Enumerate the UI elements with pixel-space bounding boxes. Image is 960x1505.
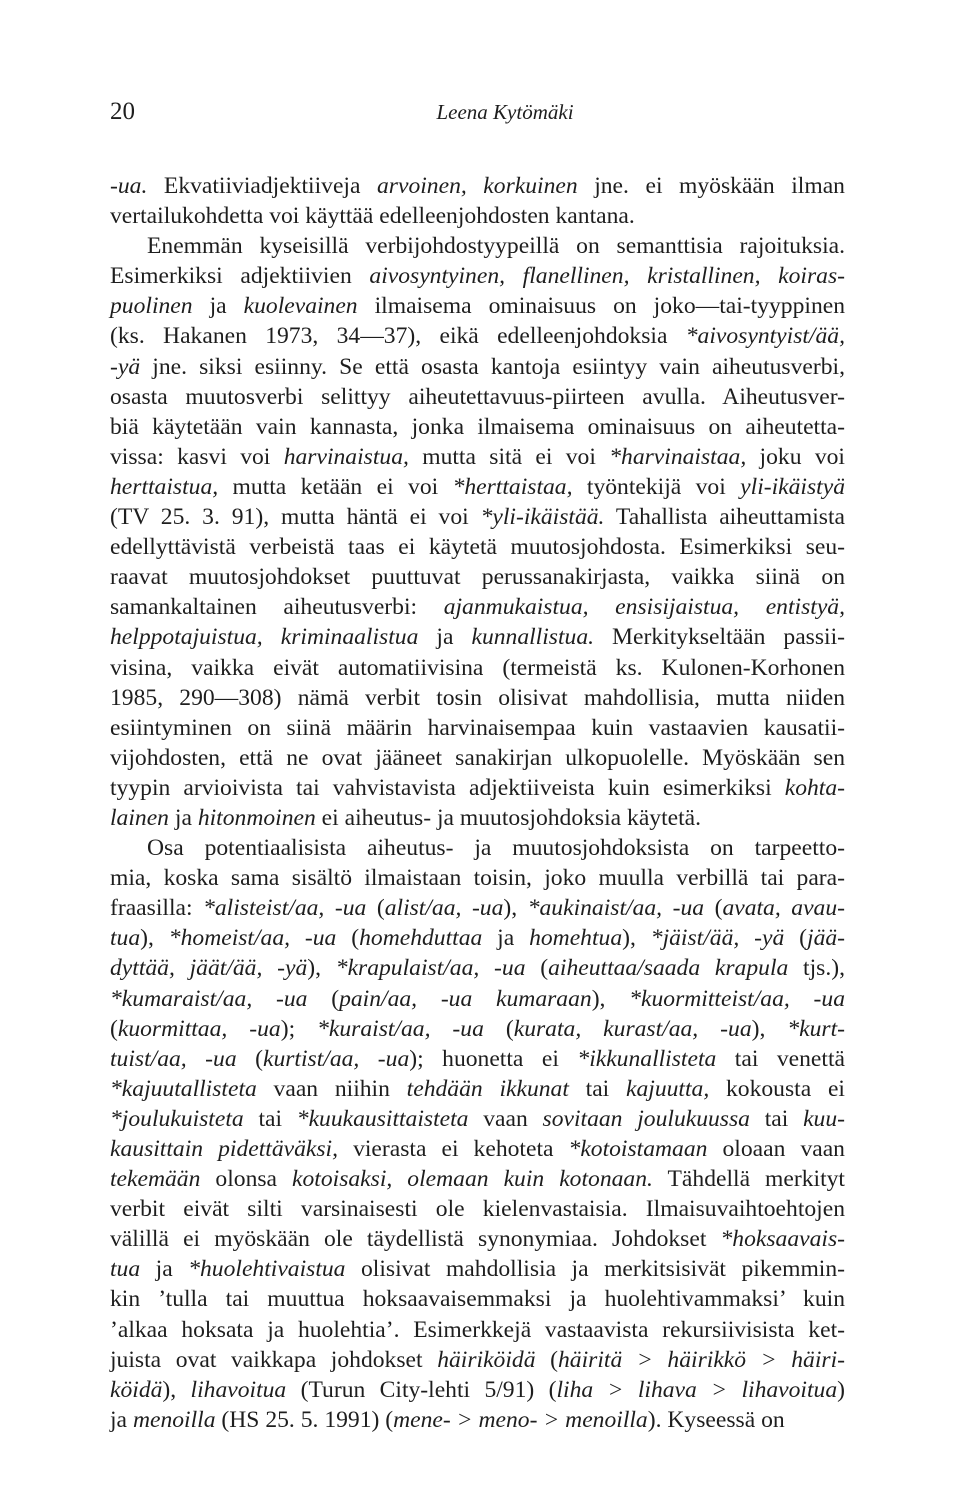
italic-segment: lihavoitua [190,1376,287,1403]
text-segment: kin ’tulla tai muuttua hoksaavaisemmaksi ja huolehtivammaksi’ kuin [110,1286,845,1313]
text-segment: ’alkaa hoksata ja huolehtia’. Esimerkkejä vastaavista rekursiivisista ket- [110,1316,845,1343]
italic-segment: kunnallistua. [471,624,595,651]
text-segment: ), [751,1015,788,1042]
italic-segment: homehtua [529,925,623,952]
italic-segment: avata, avau- [722,895,846,922]
italic-segment: dyttää, jäät/ää, -yä [110,955,308,982]
text-line [110,231,845,261]
italic-segment: kurtist/aa, -ua [262,1045,410,1072]
text-line [110,412,845,442]
text-segment: ), [591,985,630,1012]
italic-segment: *krapulaist/aa, -ua [335,955,526,982]
italic-segment: tua [110,925,141,952]
italic-segment: tua [110,1256,141,1283]
italic-segment: harvinaistua, [283,443,409,470]
text-segment: mutta sitä ei voi [408,443,610,470]
text-segment: verbit eivät silti varsinaisesti ole kielenvastaisia. Ilmaisuvaihtoehtojen [110,1196,845,1223]
page-number: 20 [110,98,135,125]
text-line [110,532,845,562]
text-segment: ( [336,925,360,952]
text-segment: Enemmän kyseisillä verbijohdostyypeillä on semanttisia rajoituksia. [147,233,845,260]
italic-segment: *herttaistaa, [452,473,573,500]
running-head-author: Leena Kytömäki [436,100,574,124]
italic-segment: *aukinaist/aa, -ua [527,895,705,922]
italic-segment: *ikkunallisteta [577,1045,717,1072]
text-segment: ja [418,624,472,651]
text-segment: ) [837,1376,845,1403]
italic-segment: kurata, kurast/aa, -ua [513,1015,752,1042]
text-segment: tai [749,1105,804,1132]
italic-segment: sovitaan joulukuussa [542,1105,750,1132]
text-segment: ja [482,925,530,952]
text-segment: ja [110,1406,133,1433]
italic-segment: liha > lihava > lihavoitua [556,1376,838,1403]
text-line [110,984,845,1014]
text-segment: osasta muutosverbi selittyy aiheutettavuus-piirteen avulla. Aiheutusver- [110,383,845,410]
text-segment: edellyttävistä verbeistä taas ei käytetä muutosjohdosta. Esimerkiksi seu- [110,534,845,561]
italic-segment: arvoinen, korkuinen [377,173,578,199]
text-segment: Osa potentiaalisista aiheutus- ja muutosjohdoksista on tarpeetto- [147,835,845,862]
text-segment: vaan [468,1105,543,1132]
italic-segment: kausittain pidettäväksi, [110,1136,339,1162]
italic-segment: ajanmukaistua, ensisijaistua, entistyä, [443,594,845,621]
text-line [110,592,845,622]
italic-segment: homehduttaa [359,925,483,952]
text-line [110,1104,845,1134]
italic-segment: *hoksaavais- [720,1226,845,1253]
text-segment: ( [110,1015,118,1042]
text-segment: ( [704,895,723,922]
text-line [110,201,845,231]
text-segment: biä käytetään vain kannasta, jonka ilmaisema ominaisuus on aiheutetta- [110,413,845,440]
italic-segment: -yä [110,353,141,380]
text-line [110,442,845,472]
italic-segment: -ua. [110,173,148,199]
text-segment: visina, vaikka eivät automatiivisina (termeistä ks. Kulonen-Korhonen [110,654,845,681]
text-segment: kokousta ei [709,1075,845,1102]
text-line [110,1405,845,1435]
italic-segment: kuormittaa, -ua [117,1015,281,1042]
italic-segment: menoilla [132,1406,216,1433]
text-segment: ( [483,1015,514,1042]
text-line [110,382,845,412]
text-segment: tai [243,1105,297,1132]
italic-segment: aivosyntyinen, flanellinen, kristallinen, koiras- [369,263,845,290]
italic-segment: kajuutta, [626,1075,710,1102]
italic-segment: *harvinaistaa, [609,443,747,470]
italic-segment: kotoisaksi, olemaan kuin kotonaan. [292,1166,653,1193]
text-line [110,1014,845,1044]
text-segment: Esimerkiksi adjektiivien [110,263,370,290]
body-text [110,171,845,1435]
italic-segment: hitonmoinen [197,804,316,831]
italic-segment: *kuraist/aa, -ua [317,1015,484,1042]
italic-segment: mene- > meno- > menoilla [393,1406,648,1433]
text-segment: ); [280,1015,318,1042]
text-line [110,562,845,592]
text-segment: ), [140,925,169,952]
text-segment: työntekijä voi [572,473,741,500]
italic-segment: kuolevainen [243,293,358,320]
text-line [110,291,845,321]
text-segment: tyypin arvioivista tai vahvistavista adjektiiveista kuin esimerkiksi [110,774,785,801]
text-segment: Tahallista aiheuttamista [604,504,845,531]
text-segment: tai venettä [716,1045,845,1072]
text-line [110,863,845,893]
italic-segment: *jäist/ää, -yä [650,925,785,952]
italic-segment: *aivosyntyist/ää, [685,323,845,350]
text-segment: olisivat mahdollisia ja merkitsisivät pikemmin- [345,1256,846,1283]
italic-segment: *kuukausittaisteta [296,1105,469,1132]
text-line [110,1164,845,1194]
text-segment: tai [568,1075,626,1102]
text-line [110,1345,845,1375]
italic-segment: tekemään [110,1166,201,1193]
text-segment: ja [192,293,244,320]
text-line [110,261,845,291]
text-segment: (TV 25. 3. 91), mutta häntä ei voi [110,504,481,531]
italic-segment: helppotajuistua, kriminaalistua [110,624,419,651]
text-segment: ei aiheutus- ja muutosjohdoksia käytetä. [315,804,702,831]
text-segment: raavat muutosjohdokset puuttuvat perussanakirjasta, vaikka siinä on [110,564,845,591]
text-segment: ilmaisema ominaisuus on joko—tai-tyyppinen [357,293,846,320]
text-line [110,893,845,923]
text-segment: esiintyminen on siinä määrin harvinaisempaa kuin vastaavien kausatii- [110,714,845,741]
italic-segment: lainen [110,804,169,831]
text-segment: ja [168,804,198,831]
italic-segment: *homeist/aa, -ua [168,925,337,952]
text-segment: vijohdosten, että ne ovat jääneet sanakirjan ulkopuolelle. Myöskään sen [110,744,845,771]
text-segment: vaan niihin [256,1075,407,1102]
italic-segment: köidä [110,1376,163,1403]
text-segment: ( [366,895,385,922]
text-line [110,502,845,532]
text-line [110,773,845,803]
italic-segment: tehdään ikkunat [406,1075,569,1102]
text-segment: ), [307,955,336,982]
text-line [110,803,845,833]
text-line [110,1315,845,1345]
text-line [110,1044,845,1074]
text-segment: (Turun City-lehti 5/91) ( [286,1376,557,1403]
text-segment: olonsa [200,1166,293,1193]
text-line [110,321,845,351]
text-line [110,1134,845,1164]
text-segment: oloaan vaan [707,1136,845,1162]
text-segment: Merkitykseltään passii- [594,624,845,651]
italic-segment: *huolehtivaistua [188,1256,346,1283]
italic-segment: *kurt- [787,1015,846,1042]
italic-segment: häiritä > häirikkö > häiri- [558,1346,845,1373]
text-line [110,1284,845,1314]
text-segment: mutta ketään ei voi [218,473,453,500]
italic-segment: jää- [807,925,846,952]
text-line [110,683,845,713]
text-line [110,833,845,863]
text-segment: juista ovat vaikkapa johdokset [110,1346,438,1373]
italic-segment: herttaistua, [110,473,219,500]
text-segment: Ekvatiiviadjektiiveja [147,173,377,199]
text-segment: fraasilla: [110,895,204,922]
text-line [110,743,845,773]
italic-segment: kohta- [784,774,845,801]
text-line [110,953,845,983]
text-segment: joku voi [746,443,845,470]
text-line [110,713,845,743]
text-line [110,1254,845,1284]
italic-segment: *kajuutallisteta [110,1075,257,1102]
italic-segment: *kuormitteist/aa, -ua [629,985,845,1012]
text-segment: ); huonetta ei [409,1045,578,1072]
text-segment: samankaltainen aiheutusverbi: [110,594,444,621]
text-line [110,1224,845,1254]
italic-segment: aiheuttaa/saada krapula [548,955,789,982]
text-segment: Tähdellä merkityt [652,1166,845,1193]
text-segment: vierasta ei kehoteta [338,1136,569,1162]
text-line [110,352,845,382]
text-segment: ), [503,895,528,922]
italic-segment: *joulukuisteta [110,1105,244,1132]
italic-segment: *alisteist/aa, -ua [203,895,367,922]
text-segment: ( [307,985,340,1012]
text-segment: ( [535,1346,558,1373]
text-segment: mia, koska sama sisältö ilmaistaan toisin, joko muulla verbillä tai para- [110,865,845,892]
italic-segment: puolinen [110,293,193,320]
text-segment: välillä ei myöskään ole täydellistä synonymiaa. Johdokset [110,1226,721,1253]
italic-segment: alist/aa, -ua [384,895,504,922]
text-segment: vissa: kasvi voi [110,443,284,470]
text-segment: ( [525,955,549,982]
italic-segment: häiriköidä [437,1346,536,1373]
text-segment: (HS 25. 5. 1991) ( [215,1406,394,1433]
italic-segment: yli-ikäistyä [740,473,845,500]
text-segment: ), [622,925,651,952]
italic-segment: *kotoistamaan [568,1136,708,1162]
text-line [110,923,845,953]
text-line [110,1074,845,1104]
italic-segment: pain/aa, -ua kumaraan [339,985,592,1012]
text-segment: ( [236,1045,263,1072]
text-segment: ). Kyseessä on [647,1406,785,1433]
text-segment: ( [784,925,808,952]
text-segment: ja [140,1256,189,1283]
text-segment: vertailukohdetta voi käyttää edelleenjohdosten kantana. [110,203,635,230]
text-line [110,171,845,201]
italic-segment: *yli-ikäistää. [480,504,605,531]
italic-segment: *kumaraist/aa, -ua [110,985,308,1012]
text-segment: jne. siksi esiinny. Se että osasta kantoja esiintyy vain aiheutusverbi, [140,353,845,380]
italic-segment: kuu- [803,1105,845,1132]
running-head [110,96,845,132]
text-segment: jne. ei myöskään ilman [577,173,845,199]
text-line [110,472,845,502]
text-line [110,622,845,652]
text-segment: (ks. Hakanen 1973, 34—37), eikä edelleenjohdoksia [110,323,686,350]
text-line [110,653,845,683]
text-segment: 1985, 290—308) nämä verbit tosin olisivat mahdollisia, mutta niiden [110,684,845,711]
text-line [110,1375,845,1405]
text-line [110,1194,845,1224]
italic-segment: tuist/aa, -ua [110,1045,237,1072]
text-segment: ), [162,1376,191,1403]
text-segment: tjs.), [788,955,846,982]
